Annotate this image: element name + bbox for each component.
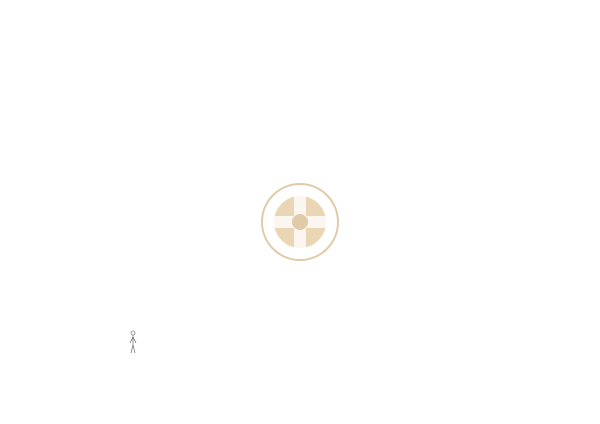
watermark-center (292, 214, 308, 230)
person-leg (133, 345, 135, 353)
tubo-grapa-watermark-logo (0, 0, 338, 260)
person-head (131, 331, 135, 335)
person-scale-figure (130, 331, 136, 353)
person-leg (131, 345, 133, 353)
person-arm (130, 337, 133, 343)
person-arm (133, 337, 136, 343)
